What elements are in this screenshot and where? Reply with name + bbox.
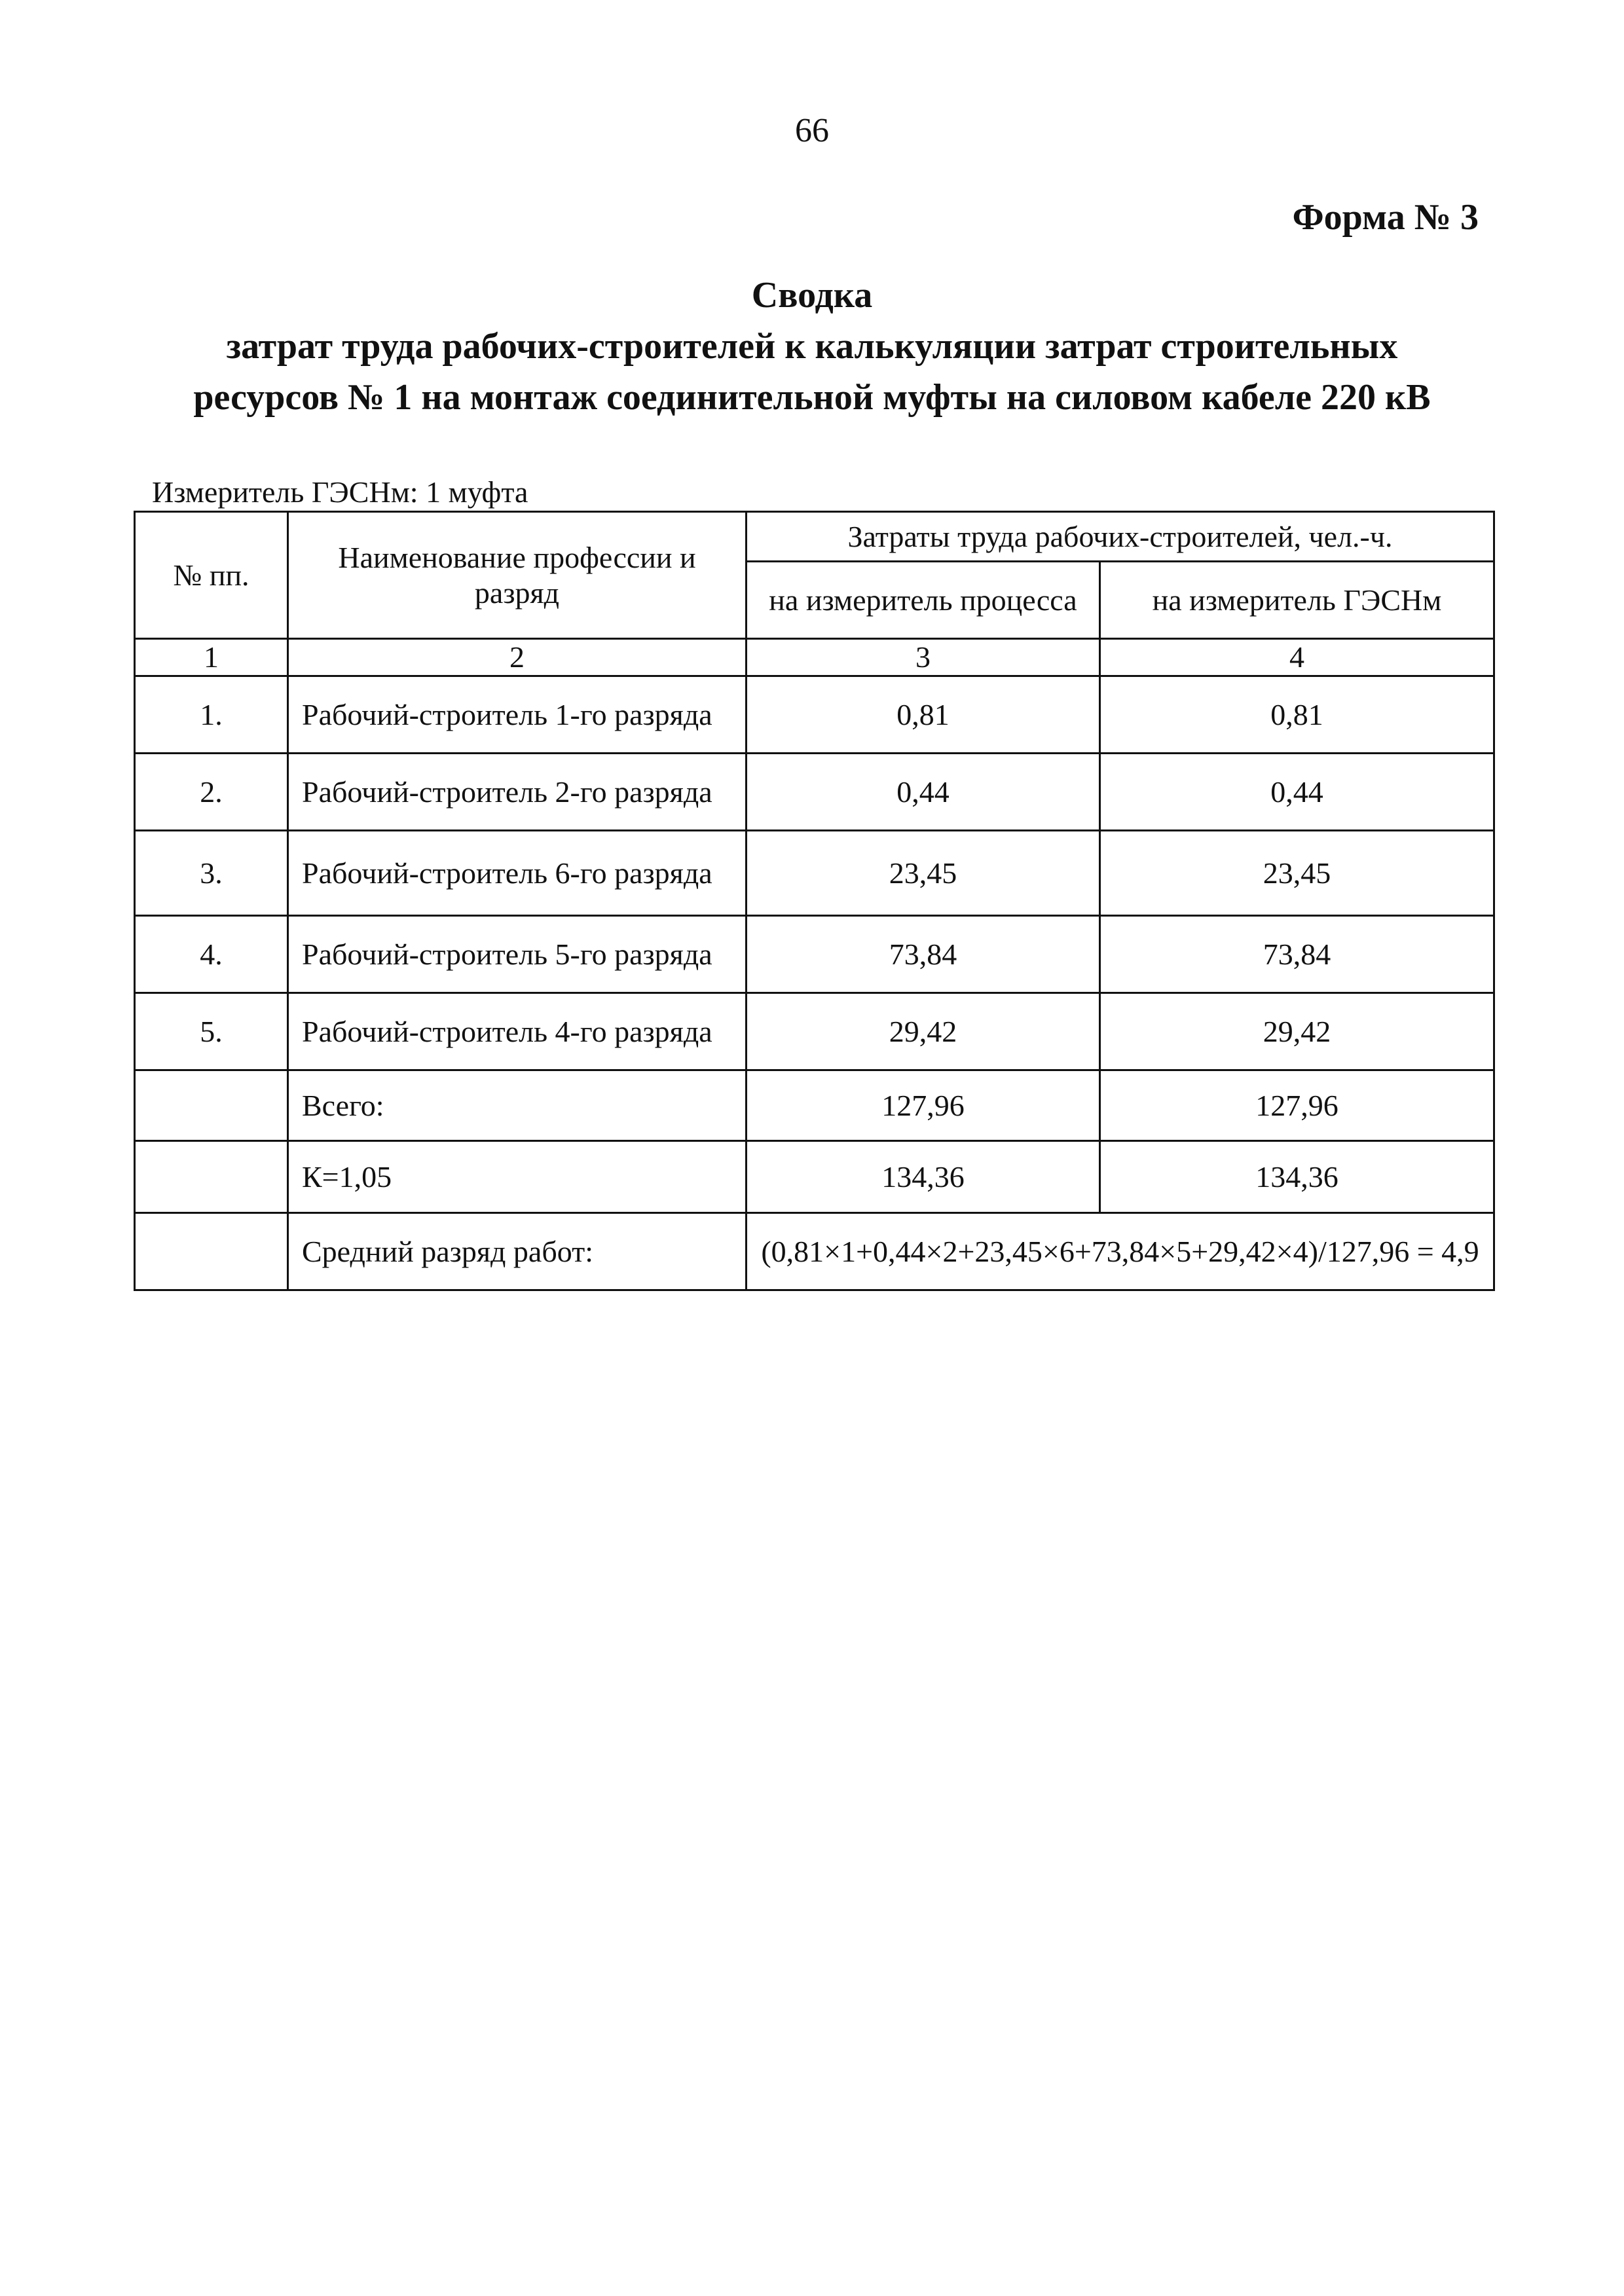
measure-unit: Измеритель ГЭСНм: 1 муфта (152, 474, 540, 512)
title-line-1: Сводка (751, 275, 873, 316)
table-row (135, 676, 1494, 754)
total-process: 127,96 (747, 1070, 1100, 1141)
header-process: на измеритель процесса (747, 562, 1100, 639)
avg-label: Средний разряд работ: (288, 1213, 747, 1290)
row-process: 29,42 (747, 993, 1100, 1070)
coefficient-row (135, 1141, 1494, 1213)
total-row (135, 1070, 1494, 1141)
total-label: Всего: (288, 1070, 747, 1141)
header-gesnm: на измеритель ГЭСНм (1100, 562, 1494, 639)
header-name: Наименование профессии и разряд (288, 512, 747, 639)
row-process: 23,45 (747, 831, 1100, 916)
row-no: 1. (135, 676, 288, 754)
row-name: Рабочий-строитель 4-го разряда (288, 993, 747, 1070)
header-costs: Затраты труда рабочих-строителей, чел.-ч. (747, 512, 1494, 562)
row-gesnm: 0,44 (1100, 754, 1494, 831)
row-gesnm: 29,42 (1100, 993, 1494, 1070)
coef-gesnm: 134,36 (1100, 1141, 1494, 1213)
row-no: 2. (135, 754, 288, 831)
column-numbers-row (135, 639, 1494, 676)
column-number: 1 (135, 639, 288, 676)
column-number: 2 (288, 639, 747, 676)
row-name: Рабочий-строитель 5-го разряда (288, 916, 747, 993)
row-gesnm: 73,84 (1100, 916, 1494, 993)
total-no-cell (135, 1070, 288, 1141)
document-title (131, 270, 1493, 423)
row-no: 4. (135, 916, 288, 993)
table-row (135, 916, 1494, 993)
total-gesnm: 127,96 (1100, 1070, 1494, 1141)
labor-summary-table (134, 511, 1495, 1291)
table-header-row (135, 512, 1494, 562)
title-line-3: ресурсов № 1 на монтаж соединительной муфты на силовом кабеле 220 кВ (193, 377, 1431, 418)
header-no: № пп. (135, 512, 288, 639)
table-row (135, 754, 1494, 831)
row-name: Рабочий-строитель 6-го разряда (288, 831, 747, 916)
row-process: 73,84 (747, 916, 1100, 993)
table-row (135, 831, 1494, 916)
row-name: Рабочий-строитель 1-го разряда (288, 676, 747, 754)
table-row (135, 993, 1494, 1070)
page-number: 66 (795, 112, 829, 149)
coef-no-cell (135, 1141, 288, 1213)
row-process: 0,81 (747, 676, 1100, 754)
avg-no-cell (135, 1213, 288, 1290)
coef-process: 134,36 (747, 1141, 1100, 1213)
row-no: 3. (135, 831, 288, 916)
form-label: Форма № 3 (1292, 197, 1479, 238)
avg-formula: (0,81×1+0,44×2+23,45×6+73,84×5+29,42×4)/127,96 = 4,9 (747, 1213, 1494, 1290)
row-process: 0,44 (747, 754, 1100, 831)
column-number: 4 (1100, 639, 1494, 676)
row-gesnm: 0,81 (1100, 676, 1494, 754)
row-name: Рабочий-строитель 2-го разряда (288, 754, 747, 831)
row-no: 5. (135, 993, 288, 1070)
column-number: 3 (747, 639, 1100, 676)
row-gesnm: 23,45 (1100, 831, 1494, 916)
coef-label: К=1,05 (288, 1141, 747, 1213)
average-grade-row (135, 1213, 1494, 1290)
title-line-2: затрат труда рабочих-строителей к калькуляции затрат строительных (226, 326, 1398, 367)
